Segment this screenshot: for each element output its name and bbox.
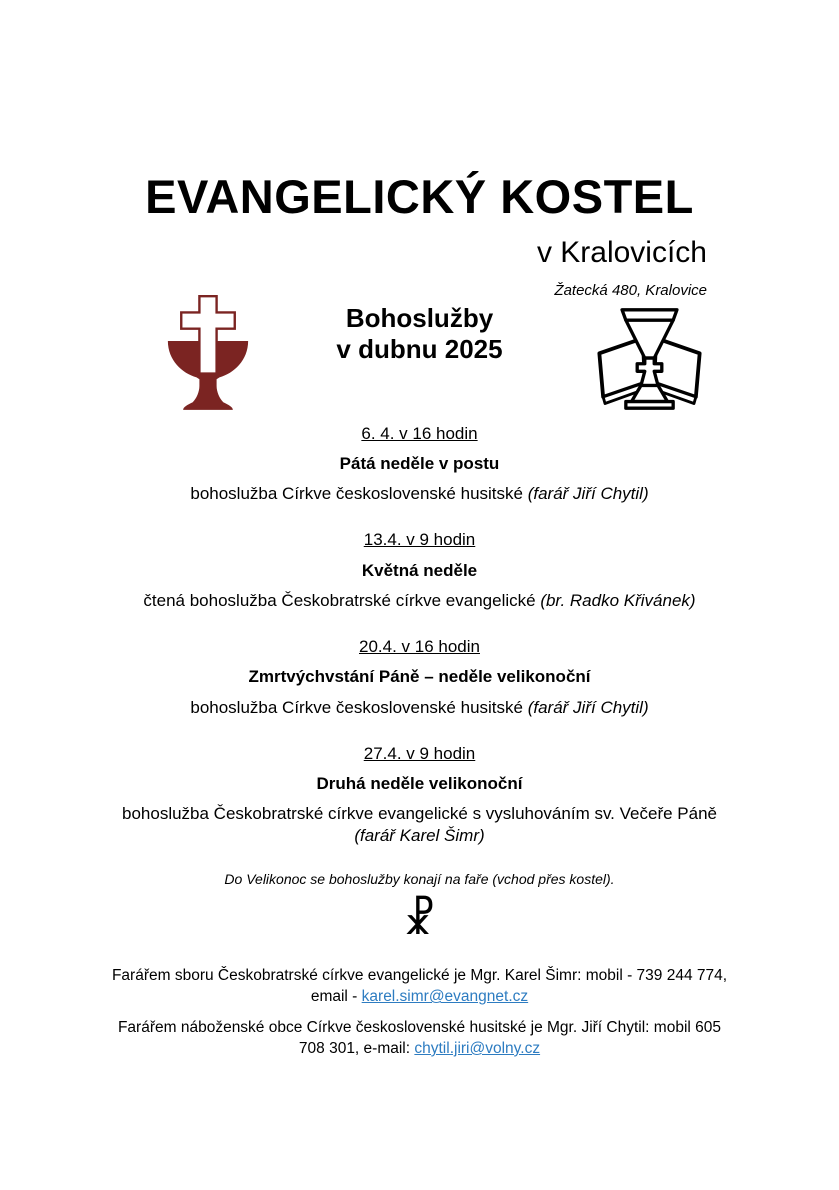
heading-line-2: v dubnu 2025	[336, 334, 503, 365]
service-item	[110, 529, 730, 611]
services-list	[110, 423, 730, 846]
chi-rho-symbol: ☧	[403, 894, 436, 944]
page-address: Žatecká 480, Kralovice	[554, 281, 707, 299]
service-desc-text: bohoslužba Církve československé husitské	[190, 697, 523, 717]
page-subtitle: v Kralovicích	[536, 236, 707, 270]
footer	[105, 965, 735, 1060]
email-link-karel[interactable]: karel.simr@evangnet.cz	[361, 988, 529, 1006]
hero-row	[110, 293, 730, 415]
service-desc-text: bohoslužba Českobratrské církve evangelické s vysluhováním sv. Večeře Páně	[122, 804, 717, 824]
service-date: 20.4. v 16 hodin	[359, 637, 480, 657]
service-date: 27.4. v 9 hodin	[363, 743, 476, 763]
service-description	[110, 803, 730, 846]
service-date: 6. 4. v 16 hodin	[361, 423, 478, 443]
service-title: Květná neděle	[361, 560, 478, 580]
footer-paragraph-evangelical	[105, 965, 735, 1008]
service-title: Zmrtvýchvstání Páně – neděle velikonoční	[248, 667, 591, 687]
chalice-book-icon	[586, 306, 713, 412]
page-title: EVANGELICKÝ KOSTEL	[145, 170, 694, 223]
service-date: 13.4. v 9 hodin	[363, 530, 476, 550]
service-description	[110, 483, 730, 504]
service-item	[110, 423, 730, 505]
heading-line-1: Bohoslužby	[345, 302, 494, 333]
service-celebrant: (farář Karel Šimr)	[354, 825, 485, 845]
email-link-chytil[interactable]: chytil.jiri@volny.cz	[414, 1039, 541, 1057]
service-description	[110, 590, 730, 611]
service-item	[110, 743, 730, 846]
service-title: Druhá neděle velikonoční	[316, 774, 523, 794]
footer-text-evangelical: Farářem sboru Českobratrské církve evangelické je Mgr. Karel Šimr: mobil - 739 244 774, email -	[111, 966, 728, 1006]
footer-paragraph-hussite	[105, 1017, 735, 1060]
service-celebrant: (br. Radko Křivánek)	[540, 590, 696, 610]
service-title: Pátá neděle v postu	[339, 453, 500, 473]
header	[0, 0, 839, 299]
service-desc-text: bohoslužba Církve československé husitské	[190, 484, 523, 504]
note-text: Do Velikonoc se bohoslužby konají na faře (vchod přes kostel).	[224, 870, 615, 887]
service-celebrant: (farář Jiří Chytil)	[527, 697, 649, 717]
service-celebrant: (farář Jiří Chytil)	[527, 484, 649, 504]
service-desc-text: čtená bohoslužba Českobratrské církve evangelické	[143, 590, 536, 610]
service-description	[110, 697, 730, 718]
footer-text-hussite: Farářem náboženské obce Církve československé husitské je Mgr. Jiří Chytil: mobil 605 708 301, e-mail:	[117, 1018, 722, 1057]
service-item	[110, 636, 730, 718]
